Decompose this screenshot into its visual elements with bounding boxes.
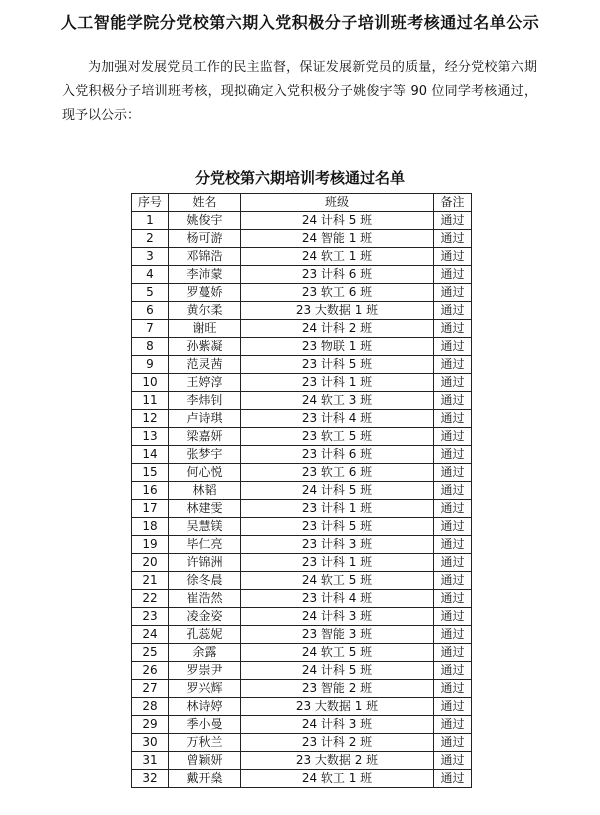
cell-note: 通过 (434, 392, 472, 410)
cell-class: 24 计科 3 班 (241, 608, 434, 626)
table-row (132, 320, 472, 338)
cell-class: 23 计科 5 班 (241, 356, 434, 374)
cell-note: 通过 (434, 482, 472, 500)
cell-name: 孔蕊妮 (169, 626, 241, 644)
cell-note: 通过 (434, 320, 472, 338)
cell-class: 23 计科 4 班 (241, 590, 434, 608)
cell-class: 23 计科 6 班 (241, 446, 434, 464)
header-name: 姓名 (169, 194, 241, 212)
table-row (132, 536, 472, 554)
cell-class: 24 计科 5 班 (241, 482, 434, 500)
cell-note: 通过 (434, 230, 472, 248)
cell-name: 毕仁亮 (169, 536, 241, 554)
cell-class: 23 软工 5 班 (241, 428, 434, 446)
header-number: 序号 (132, 194, 169, 212)
table-row (132, 338, 472, 356)
table-row (132, 734, 472, 752)
cell-note: 通过 (434, 266, 472, 284)
cell-note: 通过 (434, 446, 472, 464)
cell-name: 季小曼 (169, 716, 241, 734)
cell-number: 13 (132, 428, 169, 446)
cell-name: 罗兴辉 (169, 680, 241, 698)
table-title: 分党校第六期培训考核通过名单 (194, 169, 405, 187)
table-row (132, 644, 472, 662)
cell-class: 24 软工 1 班 (241, 770, 434, 788)
cell-name: 崔浩然 (169, 590, 241, 608)
cell-class: 23 大数据 1 班 (241, 302, 434, 320)
cell-name: 曾颖妍 (169, 752, 241, 770)
cell-class: 24 计科 3 班 (241, 716, 434, 734)
cell-name: 万秋兰 (169, 734, 241, 752)
cell-note: 通过 (434, 212, 472, 230)
cell-class: 23 大数据 2 班 (241, 752, 434, 770)
cell-name: 凌金姿 (169, 608, 241, 626)
table-row (132, 356, 472, 374)
cell-name: 罗蔓娇 (169, 284, 241, 302)
table-row (132, 608, 472, 626)
cell-name: 罗崇尹 (169, 662, 241, 680)
cell-note: 通过 (434, 374, 472, 392)
cell-name: 余露 (169, 644, 241, 662)
table-row (132, 284, 472, 302)
document-title: 人工智能学院分党校第六期入党积极分子培训班考核通过名单公示 (60, 13, 540, 32)
cell-class: 23 软工 6 班 (241, 284, 434, 302)
cell-number: 18 (132, 518, 169, 536)
cell-number: 12 (132, 410, 169, 428)
table-row (132, 230, 472, 248)
cell-number: 11 (132, 392, 169, 410)
cell-note: 通过 (434, 302, 472, 320)
cell-note: 通过 (434, 698, 472, 716)
cell-class: 23 计科 4 班 (241, 410, 434, 428)
cell-number: 17 (132, 500, 169, 518)
table-row (132, 500, 472, 518)
cell-number: 30 (132, 734, 169, 752)
table-row (132, 212, 472, 230)
cell-class: 23 计科 1 班 (241, 500, 434, 518)
cell-class: 23 计科 1 班 (241, 374, 434, 392)
cell-note: 通过 (434, 734, 472, 752)
cell-note: 通过 (434, 428, 472, 446)
cell-class: 23 智能 3 班 (241, 626, 434, 644)
cell-class: 23 计科 3 班 (241, 536, 434, 554)
cell-note: 通过 (434, 752, 472, 770)
cell-number: 10 (132, 374, 169, 392)
cell-number: 24 (132, 626, 169, 644)
cell-name: 杨可游 (169, 230, 241, 248)
cell-number: 31 (132, 752, 169, 770)
table-row (132, 752, 472, 770)
cell-note: 通过 (434, 644, 472, 662)
cell-name: 林建雯 (169, 500, 241, 518)
cell-name: 谢旺 (169, 320, 241, 338)
cell-name: 李炜钊 (169, 392, 241, 410)
cell-note: 通过 (434, 626, 472, 644)
table-row (132, 716, 472, 734)
cell-number: 23 (132, 608, 169, 626)
cell-name: 吴慧镁 (169, 518, 241, 536)
table-row (132, 302, 472, 320)
cell-note: 通过 (434, 284, 472, 302)
cell-number: 3 (132, 248, 169, 266)
cell-class: 23 计科 6 班 (241, 266, 434, 284)
cell-name: 李沛蒙 (169, 266, 241, 284)
cell-name: 张梦宇 (169, 446, 241, 464)
table-row (132, 662, 472, 680)
cell-name: 林韬 (169, 482, 241, 500)
cell-class: 24 软工 5 班 (241, 644, 434, 662)
cell-number: 20 (132, 554, 169, 572)
cell-class: 24 计科 5 班 (241, 212, 434, 230)
cell-note: 通过 (434, 464, 472, 482)
cell-name: 梁嘉妍 (169, 428, 241, 446)
table-row (132, 626, 472, 644)
cell-note: 通过 (434, 608, 472, 626)
cell-number: 4 (132, 266, 169, 284)
cell-number: 21 (132, 572, 169, 590)
cell-number: 6 (132, 302, 169, 320)
cell-number: 22 (132, 590, 169, 608)
cell-number: 7 (132, 320, 169, 338)
cell-note: 通过 (434, 680, 472, 698)
cell-name: 许锦洲 (169, 554, 241, 572)
table-row (132, 590, 472, 608)
cell-note: 通过 (434, 410, 472, 428)
cell-name: 姚俊宇 (169, 212, 241, 230)
table-row (132, 698, 472, 716)
cell-class: 24 计科 5 班 (241, 662, 434, 680)
table-row (132, 392, 472, 410)
cell-class: 23 计科 1 班 (241, 554, 434, 572)
cell-name: 邓锦浩 (169, 248, 241, 266)
cell-note: 通过 (434, 662, 472, 680)
cell-note: 通过 (434, 590, 472, 608)
table-row (132, 428, 472, 446)
table-row (132, 680, 472, 698)
cell-number: 15 (132, 464, 169, 482)
cell-class: 23 大数据 1 班 (241, 698, 434, 716)
cell-number: 16 (132, 482, 169, 500)
cell-class: 23 物联 1 班 (241, 338, 434, 356)
cell-number: 2 (132, 230, 169, 248)
cell-note: 通过 (434, 518, 472, 536)
cell-class: 23 智能 2 班 (241, 680, 434, 698)
cell-number: 28 (132, 698, 169, 716)
cell-note: 通过 (434, 536, 472, 554)
cell-name: 林诗婷 (169, 698, 241, 716)
table-row (132, 248, 472, 266)
cell-number: 1 (132, 212, 169, 230)
cell-number: 8 (132, 338, 169, 356)
cell-class: 24 软工 1 班 (241, 248, 434, 266)
table-header-row (132, 194, 472, 212)
cell-number: 5 (132, 284, 169, 302)
table-row (132, 770, 472, 788)
header-class: 班级 (241, 194, 434, 212)
cell-number: 14 (132, 446, 169, 464)
cell-number: 25 (132, 644, 169, 662)
cell-note: 通过 (434, 356, 472, 374)
table-row (132, 410, 472, 428)
cell-class: 24 软工 3 班 (241, 392, 434, 410)
cell-class: 24 软工 5 班 (241, 572, 434, 590)
cell-class: 24 计科 2 班 (241, 320, 434, 338)
cell-note: 通过 (434, 572, 472, 590)
cell-name: 范灵茜 (169, 356, 241, 374)
cell-number: 27 (132, 680, 169, 698)
cell-note: 通过 (434, 248, 472, 266)
table-row (132, 446, 472, 464)
table-row (132, 518, 472, 536)
table-row (132, 266, 472, 284)
cell-name: 孙紫凝 (169, 338, 241, 356)
table-row (132, 482, 472, 500)
table-row (132, 374, 472, 392)
table-row (132, 572, 472, 590)
table-row (132, 464, 472, 482)
cell-note: 通过 (434, 770, 472, 788)
name-list-table (131, 193, 472, 788)
cell-note: 通过 (434, 500, 472, 518)
cell-name: 戴开燊 (169, 770, 241, 788)
cell-note: 通过 (434, 338, 472, 356)
cell-name: 徐冬晨 (169, 572, 241, 590)
cell-class: 24 智能 1 班 (241, 230, 434, 248)
cell-number: 19 (132, 536, 169, 554)
cell-number: 32 (132, 770, 169, 788)
cell-name: 黄尔柔 (169, 302, 241, 320)
cell-note: 通过 (434, 554, 472, 572)
header-note: 备注 (434, 194, 472, 212)
cell-note: 通过 (434, 716, 472, 734)
cell-class: 23 软工 6 班 (241, 464, 434, 482)
table-body (132, 212, 472, 788)
cell-name: 卢诗琪 (169, 410, 241, 428)
cell-number: 9 (132, 356, 169, 374)
table-row (132, 554, 472, 572)
cell-class: 23 计科 2 班 (241, 734, 434, 752)
cell-name: 何心悦 (169, 464, 241, 482)
cell-class: 23 计科 5 班 (241, 518, 434, 536)
cell-name: 王婷淳 (169, 374, 241, 392)
intro-paragraph: 为加强对发展党员工作的民主监督，保证发展新党员的质量，经分党校第六期入党积极分子培训班考核，现拟确定入党积极分子姚俊宇等 90 位同学考核通过，现予以公示： (62, 60, 537, 123)
cell-number: 26 (132, 662, 169, 680)
cell-number: 29 (132, 716, 169, 734)
